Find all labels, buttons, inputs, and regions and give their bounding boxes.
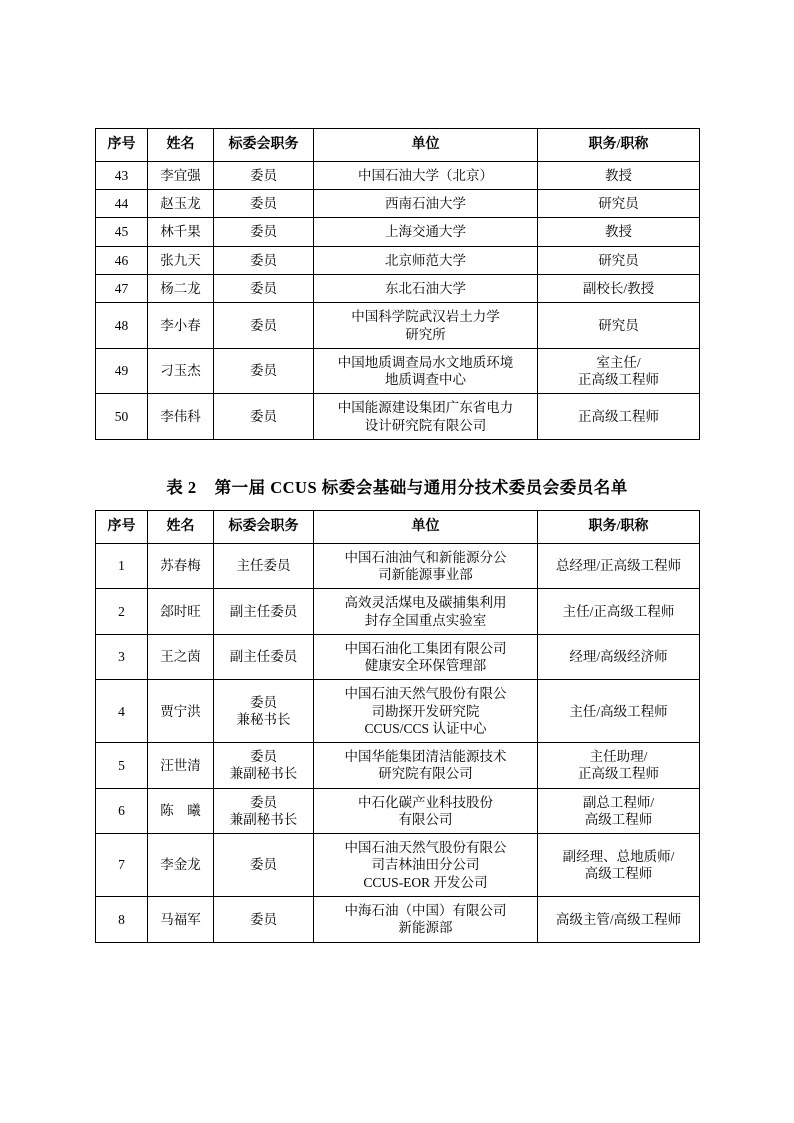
cell-line: 委员 [250,196,277,212]
cell-name: 李伟科 [148,394,214,440]
cell-line: 委员 [250,911,277,927]
column-header-role: 标委会职务 [214,510,314,543]
cell-line: 正高级工程师 [578,766,659,782]
cell-role [214,743,314,789]
column-header-index: 序号 [96,129,148,162]
cell-org [314,303,538,349]
cell-line: 副主任委员 [229,603,298,619]
cell-name: 马福军 [148,896,214,942]
cell-title [538,190,700,218]
cell-title [538,303,700,349]
cell-role [214,634,314,680]
cell-title [538,348,700,394]
cell-index: 6 [96,788,148,834]
cell-name: 郐时旺 [148,589,214,635]
cell-line: 副经理、总地质师/ [562,848,675,864]
cell-org [314,246,538,274]
cell-role [214,788,314,834]
cell-name: 李宜强 [148,161,214,189]
cell-title [538,543,700,589]
cell-index: 50 [96,394,148,440]
cell-org [314,896,538,942]
cell-line: 委员 [250,857,277,873]
cell-role [214,543,314,589]
table-header [96,510,700,543]
cell-line: 中国石油化工集团有限公司 [344,640,507,656]
cell-title [538,680,700,743]
cell-line: 教授 [605,167,632,183]
column-header-org: 单位 [314,510,538,543]
table-2-caption [95,474,699,498]
column-header-name: 姓名 [148,129,214,162]
cell-index: 7 [96,834,148,897]
cell-line: 委员 [250,224,277,240]
table-row [96,190,700,218]
cell-role [214,218,314,246]
cell-line: 高级工程师 [584,866,653,882]
cell-index: 5 [96,743,148,789]
cell-line: 研究院有限公司 [378,766,473,782]
cell-org [314,589,538,635]
cell-org [314,274,538,302]
column-header-role: 标委会职务 [214,129,314,162]
cell-name: 王之茵 [148,634,214,680]
cell-line: 中海石油（中国）有限公司 [344,902,507,918]
cell-index: 1 [96,543,148,589]
cell-title [538,218,700,246]
table-body [96,161,700,439]
cell-role [214,394,314,440]
cell-line: 东北石油大学 [385,280,466,296]
table-2-caption-text: 第一届 CCUS 标委会基础与通用分技术委员会委员名单 [214,477,628,497]
cell-line: 西南石油大学 [385,196,466,212]
table-row [96,218,700,246]
cell-line: 副主任委员 [229,649,298,665]
table-row [96,788,700,834]
cell-line: 北京师范大学 [385,252,466,268]
cell-line: 主任/正高级工程师 [562,603,675,619]
cell-line: 兼副秘书长 [229,811,298,827]
cell-name: 李小春 [148,303,214,349]
cell-org [314,634,538,680]
cell-role [214,348,314,394]
cell-line: 委员 [250,794,277,810]
cell-role [214,834,314,897]
cell-line: 委员 [250,317,277,333]
column-header-org: 单位 [314,129,538,162]
cell-line: 新能源部 [398,920,453,936]
column-header-title: 职务/职称 [538,510,700,543]
cell-name: 陈 曦 [148,788,214,834]
cell-line: 经理/高级经济师 [569,649,668,665]
table-row [96,589,700,635]
table-row [96,680,700,743]
continued-member-table [95,128,700,440]
cell-line: 教授 [605,224,632,240]
cell-index: 47 [96,274,148,302]
cell-line: 司吉林油田分公司 [371,857,480,873]
cell-index: 3 [96,634,148,680]
cell-line: 研究员 [598,317,639,333]
cell-index: 48 [96,303,148,349]
cell-line: 中石化碳产业科技股份 [358,794,493,810]
cell-line: 司新能源事业部 [378,567,473,582]
cell-line: 中国石油大学（北京） [358,167,493,183]
cell-title [538,394,700,440]
cell-title [538,896,700,942]
cell-role [214,896,314,942]
cell-line: 兼副秘书长 [229,766,298,782]
table-row [96,634,700,680]
table-header-row [96,129,700,162]
cell-line: 中国石油天然气股份有限公 [344,686,507,702]
cell-title [538,743,700,789]
page-bottom-spacer [95,943,699,983]
cell-org [314,543,538,589]
cell-line: 主任/高级工程师 [569,703,668,719]
cell-title [538,589,700,635]
column-header-name: 姓名 [148,510,214,543]
table-row [96,161,700,189]
cell-line: 总经理/正高级工程师 [555,558,682,574]
cell-role [214,680,314,743]
cell-line: 高级工程师 [584,811,653,827]
cell-line: 委员 [250,363,277,379]
cell-line: 高级主管/高级工程师 [555,911,682,927]
cell-line: 上海交通大学 [385,224,466,240]
cell-title [538,274,700,302]
cell-line: CCUS/CCS 认证中心 [364,720,487,736]
cell-title [538,834,700,897]
cell-name: 苏春梅 [148,543,214,589]
cell-org [314,394,538,440]
cell-line: 兼秘书长 [236,712,291,728]
cell-line: 中国能源建设集团广东省电力 [337,400,514,416]
cell-line: 地质调查中心 [385,372,466,388]
column-header-index: 序号 [96,510,148,543]
cell-org [314,161,538,189]
cell-line: 主任助理/ [589,749,648,765]
cell-index: 2 [96,589,148,635]
cell-role [214,274,314,302]
cell-title [538,634,700,680]
cell-line: 健康安全环保管理部 [364,658,487,674]
general-subcommittee-member-table [95,510,700,943]
cell-line: 研究所 [405,326,446,342]
cell-org [314,190,538,218]
table-header-row [96,510,700,543]
table-row [96,543,700,589]
cell-name: 杨二龙 [148,274,214,302]
cell-name: 林千果 [148,218,214,246]
cell-index: 45 [96,218,148,246]
cell-index: 4 [96,680,148,743]
cell-line: 委员 [250,167,277,183]
cell-line: 正高级工程师 [578,372,659,388]
cell-org [314,743,538,789]
cell-line: 委员 [250,408,277,424]
cell-line: 中国华能集团清洁能源技术 [344,749,507,765]
table-row [96,394,700,440]
cell-line: 室主任/ [596,354,641,370]
cell-org [314,348,538,394]
cell-line: 研究员 [598,252,639,268]
cell-line: 副总工程师/ [582,794,655,810]
cell-title [538,788,700,834]
cell-role [214,303,314,349]
cell-line: 副校长/教授 [582,280,655,296]
cell-name: 赵玉龙 [148,190,214,218]
cell-role [214,161,314,189]
cell-index: 43 [96,161,148,189]
cell-line: 研究员 [598,196,639,212]
cell-org [314,834,538,897]
cell-title [538,161,700,189]
cell-line: 高效灵活煤电及碳捕集利用 [344,595,507,611]
cell-name: 刁玉杰 [148,348,214,394]
cell-line: 正高级工程师 [578,408,659,424]
cell-line: 设计研究院有限公司 [364,417,487,433]
table-2-caption-label: 表 2 [166,477,197,497]
cell-line: 中国地质调查局水文地质环境 [337,354,514,370]
table-header [96,129,700,162]
cell-index: 46 [96,246,148,274]
cell-role [214,190,314,218]
cell-line: 有限公司 [398,811,453,827]
cell-index: 49 [96,348,148,394]
cell-line: 司勘探开发研究院 [371,703,480,719]
cell-line: 委员 [250,694,277,710]
cell-line: 主任委员 [236,558,291,574]
cell-name: 张九天 [148,246,214,274]
cell-line: 委员 [250,749,277,765]
cell-index: 44 [96,190,148,218]
cell-name: 李金龙 [148,834,214,897]
table-row [96,274,700,302]
cell-line: 委员 [250,280,277,296]
cell-role [214,246,314,274]
cell-role [214,589,314,635]
cell-name: 贾宁洪 [148,680,214,743]
table-row [96,834,700,897]
table-row [96,896,700,942]
cell-org [314,788,538,834]
cell-line: 中国石油天然气股份有限公 [344,840,507,856]
cell-org [314,680,538,743]
cell-line: 封存全国重点实验室 [364,612,487,628]
table-row [96,246,700,274]
cell-title [538,246,700,274]
cell-line: 中国科学院武汉岩土力学 [351,309,500,325]
cell-line: 中国石油油气和新能源分公 [344,549,507,565]
table-row [96,303,700,349]
table-body [96,543,700,942]
cell-name: 汪世清 [148,743,214,789]
cell-org [314,218,538,246]
cell-index: 8 [96,896,148,942]
cell-line: 委员 [250,252,277,268]
table-row [96,743,700,789]
table-row [96,348,700,394]
column-header-title: 职务/职称 [538,129,700,162]
cell-line: CCUS-EOR 开发公司 [363,874,488,890]
